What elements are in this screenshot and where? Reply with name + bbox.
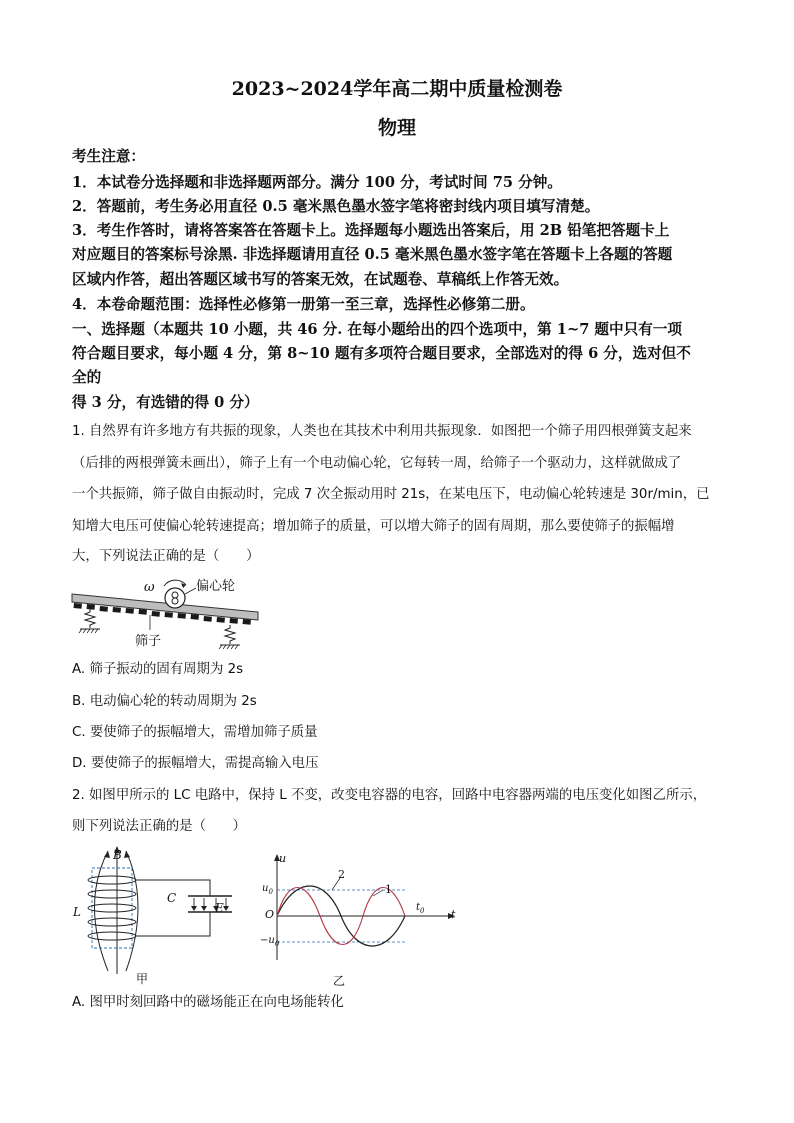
- q2-option-a: A. 图甲时刻回路中的磁场能正在向电场能转化: [72, 995, 344, 1010]
- E-label: E: [215, 901, 224, 915]
- sieve-label: 筛子: [135, 634, 162, 649]
- notice-item: 区域内作答，超出答题区域书写的答案无效，在试题卷、草稿纸上作答无效。: [72, 271, 569, 288]
- B-label: B: [113, 848, 122, 862]
- notice-item: 3．考生作答时，请将答案答在答题卡上。选择题每小题选出答案后，用 2B 铅笔把答题卡上: [72, 222, 670, 239]
- q1-stem: 一个共振筛，筛子做自由振动时，完成 7 次全振动用时 21s，在某电压下，电动偏心轮转速是 30r/min，已: [72, 487, 710, 502]
- q1-stem: 知增大电压可使偏心轮转速提高；增加筛子的质量，可以增大筛子的固有周期，那么要使筛子的振幅增: [72, 519, 675, 534]
- q1-stem: （后排的两根弹簧未画出），筛子上有一个电动偏心轮，它每转一周，给筛子一个驱动力，这样就做成了: [72, 456, 682, 471]
- q1-option-b: B. 电动偏心轮的转动周期为 2s: [72, 694, 257, 709]
- q1-option-d: D. 要使筛子的振幅增大，需提高输入电压: [72, 756, 319, 771]
- curve-1-label: 1: [385, 883, 392, 896]
- C-label: C: [167, 891, 177, 905]
- notice-item: 1．本试卷分选择题和非选择题两部分。满分 100 分，考试时间 75 分钟。: [72, 174, 562, 191]
- notice-heading: 考生注意：: [72, 148, 145, 165]
- origin-label: O: [265, 908, 275, 921]
- exam-title: 2023~2024学年高二期中质量检测卷: [231, 78, 563, 100]
- section-heading: 得 3 分，有选错的得 0 分）: [72, 394, 259, 411]
- fig-a-caption: 甲: [136, 972, 149, 986]
- q2-stem: 2. 如图甲所示的 LC 电路中，保持 L 不变，改变电容器的电容，回路中电容器两端的电压变化如图乙所示，: [72, 788, 707, 803]
- t0-label: $t_0$: [416, 902, 425, 915]
- notice-item: 4．本卷命题范围：选择性必修第一册第一至三章，选择性必修第二册。: [72, 296, 535, 313]
- notice-item: 对应题目的答案标号涂黑. 非选择题请用直径 0.5 毫米黑色墨水签字笔在答题卡上各题的答题: [72, 246, 673, 263]
- omega-label: ω: [144, 580, 155, 595]
- wheel-label: 偏心轮: [196, 579, 236, 594]
- t-axis-label: t: [451, 908, 456, 921]
- section-heading: 符合题目要求，每小题 4 分，第 8~10 题有多项符合题目要求，全部选对的得 6 分，选对但不: [72, 345, 691, 362]
- sieve-figure: [68, 572, 268, 654]
- voltage-graph: [255, 852, 465, 964]
- q1-option-c: C. 要使筛子的振幅增大，需增加筛子质量: [72, 725, 318, 740]
- section-heading: 一、选择题（本题共 10 小题，共 46 分. 在每小题给出的四个选项中，第 1~7 题中只有一项: [72, 321, 682, 338]
- q1-option-a: A. 筛子振动的固有周期为 2s: [72, 662, 244, 677]
- q1-stem: 大，下列说法正确的是（ ）: [72, 549, 260, 564]
- lc-circuit-figure: [70, 846, 240, 986]
- u-axis-label: u: [279, 852, 287, 865]
- subject-title: 物理: [377, 117, 416, 139]
- section-heading: 全的: [72, 369, 102, 386]
- neg-u0-label: $-u_0$: [260, 935, 280, 948]
- fig-b-caption: 乙: [333, 974, 346, 988]
- q2-stem: 则下列说法正确的是（ ）: [72, 819, 247, 834]
- L-label: L: [73, 905, 81, 919]
- notice-item: 2．答题前，考生务必用直径 0.5 毫米黑色墨水签字笔将密封线内项目填写清楚。: [72, 198, 600, 215]
- q1-stem: 1. 自然界有许多地方有共振的现象，人类也在其技术中利用共振现象．如图把一个筛子用四根弹簧支起来: [72, 424, 692, 439]
- u0-label: $u_0$: [262, 883, 273, 896]
- curve-2-label: 2: [338, 868, 345, 881]
